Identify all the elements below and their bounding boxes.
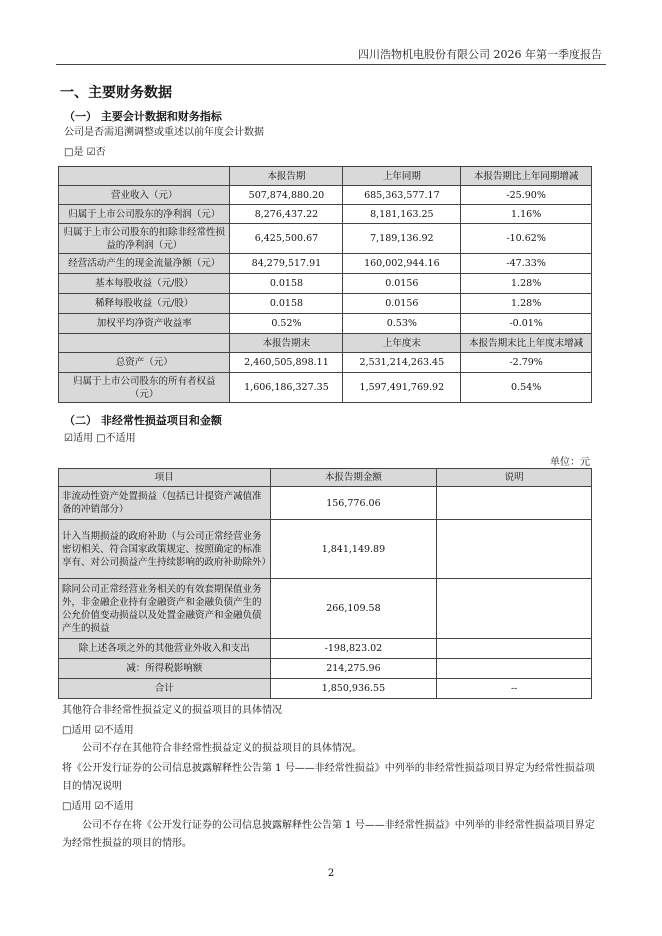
table-cell: 8,181,163.25 [343, 205, 461, 224]
other-items-options: □适用 ☑不适用 [62, 725, 134, 736]
table-cell: 160,002,944.16 [343, 254, 461, 274]
table-cell [437, 520, 592, 579]
restatement-options: □是 ☑否 [64, 147, 106, 158]
other-items-heading: 其他符合非经常性损益定义的损益项目的具体情况 [62, 705, 282, 716]
row-label: 除同公司正常经营业务相关的有效套期保值业务外，非金融企业持有金融资产和金融负债产生的公允价值变动损益以及处置金融资产和金融负债产生的损益 [59, 579, 271, 639]
table-cell: 84,279,517.91 [230, 254, 343, 274]
table-cell: 266,109.58 [270, 579, 437, 639]
table-row [59, 186, 592, 205]
row-label: 基本每股收益（元/股） [59, 274, 230, 294]
table-cell: 1,850,936.55 [270, 679, 437, 699]
table-header-row [59, 167, 592, 186]
non-recurring-table [58, 468, 592, 699]
table-row [59, 205, 592, 224]
table-cell: -- [437, 679, 592, 699]
table-header-row [59, 334, 592, 353]
table-cell: 685,363,577.17 [343, 186, 461, 205]
table-header-cell: 上年同期 [343, 167, 461, 186]
row-label: 稀释每股收益（元/股） [59, 294, 230, 314]
subsection-title-key-data: （一） 主要会计数据和财务指标 [64, 110, 222, 123]
reclassification-options: □适用 ☑不适用 [62, 801, 134, 812]
table-header-cell: 本报告期比上年同期增减 [461, 167, 592, 186]
table-row [59, 274, 592, 294]
restatement-question: 公司是否需追溯调整或重述以前年度会计数据 [64, 127, 264, 138]
table-cell: 6,425,500.67 [230, 224, 343, 254]
table-row [59, 487, 592, 520]
table-cell: 0.53% [343, 314, 461, 334]
table-cell: 0.0156 [343, 274, 461, 294]
table-header-cell: 上年度末 [343, 334, 461, 353]
table-cell: -2.79% [461, 353, 592, 373]
table-cell: 1.28% [461, 294, 592, 314]
row-label: 总资产（元） [59, 353, 230, 373]
row-label: 归属于上市公司股东的净利润（元） [59, 205, 230, 224]
other-items-statement: 公司不存在其他符合非经常性损益定义的损益项目的具体情况。 [82, 743, 362, 754]
row-label: 除上述各项之外的其他营业外收入和支出 [59, 639, 271, 659]
table-row [59, 373, 592, 403]
table-cell: 1,606,186,327.35 [230, 373, 343, 403]
table-row [59, 254, 592, 274]
table-header-cell: 本报告期末比上年度末增减 [461, 334, 592, 353]
table-cell: 8,276,437.22 [230, 205, 343, 224]
table-row [59, 224, 592, 254]
page-number: 2 [327, 868, 335, 879]
table-cell: 2,531,214,263.45 [343, 353, 461, 373]
table-cell: -47.33% [461, 254, 592, 274]
table-cell: 0.52% [230, 314, 343, 334]
table-cell: 2,460,505,898.11 [230, 353, 343, 373]
report-header-title: 四川浩物机电股份有限公司 2026 年第一季度报告 [358, 48, 602, 61]
table-cell: -10.62% [461, 224, 592, 254]
row-label: 合计 [59, 679, 271, 699]
table-cell: 1.16% [461, 205, 592, 224]
table-cell [437, 639, 592, 659]
row-label: 计入当期损益的政府补助（与公司正常经营业务密切相关、符合国家政策规定、按照确定的标准享有、对公司损益产生持续影响的政府补助除外） [59, 520, 271, 579]
subsection-title-non-recurring: （二） 非经常性损益项目和金额 [64, 414, 222, 427]
table-header-cell: 说明 [437, 469, 592, 487]
table-cell: 156,776.06 [270, 487, 437, 520]
row-label: 非流动性资产处置损益（包括已计提资产减值准备的冲销部分） [59, 487, 271, 520]
table-cell: 0.54% [461, 373, 592, 403]
table-cell: 1.28% [461, 274, 592, 294]
table-cell: -198,823.02 [270, 639, 437, 659]
table-cell: 0.0156 [343, 294, 461, 314]
table-row [59, 579, 592, 639]
reclassification-statement: 公司不存在将《公开发行证券的公司信息披露解释性公告第 1 号——非经常性损益》中列举的非经常性损益项目界定为经常性损益的项目的情形。 [62, 820, 595, 849]
table-cell: 0.0158 [230, 294, 343, 314]
table-row [59, 639, 592, 659]
table-cell [437, 487, 592, 520]
table-header-cell: 本报告期 [230, 167, 343, 186]
table-row [59, 353, 592, 373]
table-cell: 214,275.96 [270, 659, 437, 679]
table-cell: 507,874,880.20 [230, 186, 343, 205]
table-row [59, 314, 592, 334]
key-financial-table [58, 166, 592, 403]
table-row [59, 679, 592, 699]
row-label: 归属于上市公司股东的扣除非经常性损益的净利润（元） [59, 224, 230, 254]
row-label: 减：所得税影响额 [59, 659, 271, 679]
section-title-financial-data: 一、主要财务数据 [60, 85, 172, 101]
table-cell: -0.01% [461, 314, 592, 334]
table-cell [437, 659, 592, 679]
table-cell: 1,597,491,769.92 [343, 373, 461, 403]
table-header-cell [59, 334, 230, 353]
unit-label: 单位：元 [550, 457, 590, 468]
table-cell: 1,841,149.89 [270, 520, 437, 579]
table-cell: 7,189,136.92 [343, 224, 461, 254]
table-header-cell: 本报告期末 [230, 334, 343, 353]
row-label: 加权平均净资产收益率 [59, 314, 230, 334]
table-cell: 0.0158 [230, 274, 343, 294]
row-label: 经营活动产生的现金流量净额（元） [59, 254, 230, 274]
table-cell: -25.90% [461, 186, 592, 205]
row-label: 归属于上市公司股东的所有者权益（元） [59, 373, 230, 403]
reclassification-heading: 将《公开发行证券的公司信息披露解释性公告第 1 号——非经常性损益》中列举的非经常性损益项目界定为经常性损益项目的情况说明 [62, 763, 595, 792]
row-label: 营业收入（元） [59, 186, 230, 205]
table-header-row [59, 469, 592, 487]
table-header-cell [59, 167, 230, 186]
non-recurring-options: ☑适用 □不适用 [64, 433, 136, 444]
table-row [59, 294, 592, 314]
table-cell [437, 579, 592, 639]
table-header-cell: 本报告期金额 [270, 469, 437, 487]
table-row [59, 659, 592, 679]
table-header-cell: 项目 [59, 469, 271, 487]
header-divider [56, 64, 606, 65]
table-row [59, 520, 592, 579]
